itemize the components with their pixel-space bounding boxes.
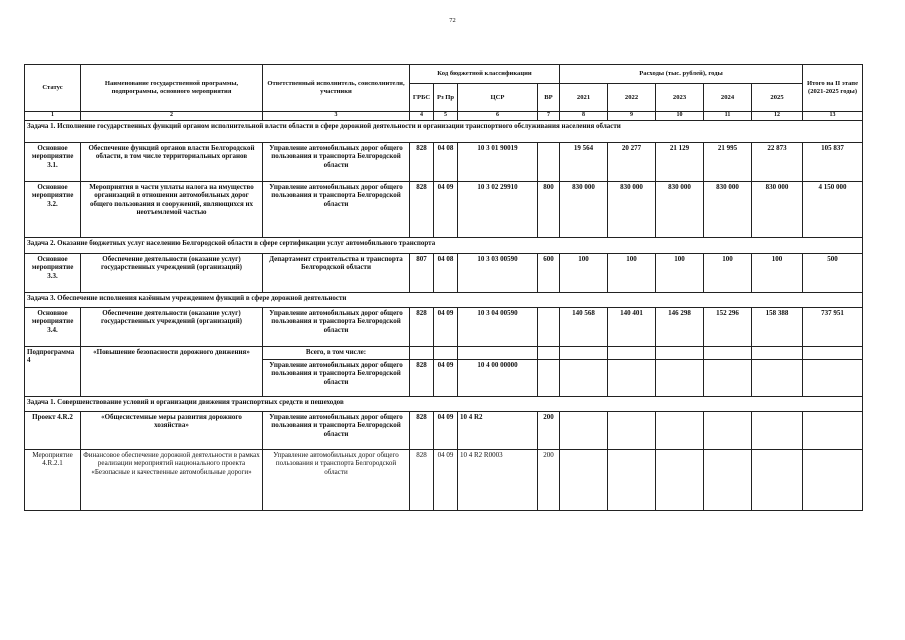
row-csr — [458, 347, 538, 360]
row-2023 — [656, 347, 704, 360]
page-number: 72 — [449, 17, 456, 24]
row-2025 — [752, 412, 803, 450]
task-title: Задача 3. Обеспечение исполнения казённым учреждением функций в сфере дорожной деятельности — [25, 293, 863, 308]
row-status: Основное мероприятие 3.1. — [25, 143, 81, 182]
row-2021: 140 568 — [560, 308, 608, 347]
row-status: Основное мероприятие 3.3. — [25, 254, 81, 293]
row-grbs: 828 — [410, 182, 434, 238]
row-2025 — [752, 450, 803, 511]
header-2025: 2025 — [752, 84, 803, 112]
row-vr: 200 — [538, 412, 560, 450]
row-name: «Общесистемные меры развития дорожного хозяйства» — [81, 412, 263, 450]
row-total — [803, 347, 863, 360]
row-2024: 100 — [704, 254, 752, 293]
row-2021: 100 — [560, 254, 608, 293]
task-row — [25, 397, 863, 412]
row-2021 — [560, 412, 608, 450]
table-row — [25, 182, 863, 238]
row-grbs: 828 — [410, 360, 434, 397]
row-2022: 100 — [608, 254, 656, 293]
row-rzpr — [434, 347, 458, 360]
row-responsible: Управление автомобильных дорог общего пользования и транспорта Белгородской области — [263, 412, 410, 450]
row-grbs: 828 — [410, 450, 434, 511]
header-expenses: Расходы (тыс. рублей), годы — [560, 65, 803, 84]
header-row-1 — [25, 65, 863, 84]
column-number: 10 — [656, 112, 704, 121]
row-total: 500 — [803, 254, 863, 293]
row-grbs: 807 — [410, 254, 434, 293]
task-row — [25, 238, 863, 254]
task-title: Задача 1. Совершенствование условий и организации движения транспортных средств и пешеходов — [25, 397, 863, 412]
row-2024 — [704, 450, 752, 511]
row-vr: 800 — [538, 182, 560, 238]
row-2025: 830 000 — [752, 182, 803, 238]
column-number: 12 — [752, 112, 803, 121]
header-status: Статус — [25, 65, 81, 112]
row-2025: 158 388 — [752, 308, 803, 347]
row-2022: 830 000 — [608, 182, 656, 238]
header-total: Итого на II этапе (2021-2025 годы) — [803, 65, 863, 112]
column-number: 3 — [263, 112, 410, 121]
row-2025: 22 873 — [752, 143, 803, 182]
row-grbs: 828 — [410, 308, 434, 347]
row-status: Основное мероприятие 3.4. — [25, 308, 81, 347]
header-rzpr: Рз Пр — [434, 84, 458, 112]
row-vr — [538, 360, 560, 397]
row-name: «Повышение безопасности дорожного движения» — [81, 347, 263, 397]
row-2022: 20 277 — [608, 143, 656, 182]
row-csr: 10 3 03 00590 — [458, 254, 538, 293]
task-title: Задача 1. Исполнение государственных функций органом исполнительной власти области в сфере дорожной деятельности и организации транспортного обслуживания населения области — [25, 121, 863, 143]
row-2021 — [560, 360, 608, 397]
row-2024 — [704, 360, 752, 397]
row-2025: 100 — [752, 254, 803, 293]
row-responsible: Управление автомобильных дорог общего пользования и транспорта Белгородской области — [263, 450, 410, 511]
column-number: 9 — [608, 112, 656, 121]
row-2023: 21 129 — [656, 143, 704, 182]
row-grbs: 828 — [410, 412, 434, 450]
row-vr — [538, 308, 560, 347]
header-2023: 2023 — [656, 84, 704, 112]
column-number-row — [25, 112, 863, 121]
row-total: 105 837 — [803, 143, 863, 182]
column-number: 6 — [458, 112, 538, 121]
row-responsible: Управление автомобильных дорог общего пользования и транспорта Белгородской области — [263, 182, 410, 238]
row-status: Основное мероприятие 3.2. — [25, 182, 81, 238]
row-csr: 10 4 R2 — [458, 412, 538, 450]
budget-table — [24, 64, 863, 511]
row-vr — [538, 347, 560, 360]
row-2023 — [656, 450, 704, 511]
row-csr: 10 3 02 29910 — [458, 182, 538, 238]
row-2024: 830 000 — [704, 182, 752, 238]
row-rzpr: 04 09 — [434, 182, 458, 238]
row-2021: 830 000 — [560, 182, 608, 238]
header-grbs: ГРБС — [410, 84, 434, 112]
row-2023 — [656, 412, 704, 450]
row-total — [803, 412, 863, 450]
row-status: Подпрограмма 4 — [25, 347, 81, 397]
table-row — [25, 254, 863, 293]
row-grbs: 828 — [410, 143, 434, 182]
header-2024: 2024 — [704, 84, 752, 112]
column-number: 4 — [410, 112, 434, 121]
table-row — [25, 143, 863, 182]
header-budget-code: Код бюджетной классификации — [410, 65, 560, 84]
row-2021: 19 564 — [560, 143, 608, 182]
table-row — [25, 412, 863, 450]
column-number: 7 — [538, 112, 560, 121]
row-2025 — [752, 360, 803, 397]
row-responsible: Управление автомобильных дорог общего пользования и транспорта Белгородской области — [263, 143, 410, 182]
row-total: 737 951 — [803, 308, 863, 347]
row-vr: 600 — [538, 254, 560, 293]
table-row — [25, 450, 863, 511]
row-2024: 21 995 — [704, 143, 752, 182]
row-csr: 10 4 R2 R0003 — [458, 450, 538, 511]
row-2023: 146 298 — [656, 308, 704, 347]
row-rzpr: 04 09 — [434, 450, 458, 511]
header-name: Наименование государственной программы, подпрограммы, основного мероприятия — [81, 65, 263, 112]
row-name: Обеспечение функций органов власти Белгородской области, в том числе территориальных органов — [81, 143, 263, 182]
row-rzpr: 04 08 — [434, 143, 458, 182]
row-total — [803, 360, 863, 397]
row-name: Мероприятия в части уплаты налога на имущество организаций в отношении автомобильных дорог общего пользования и сооружений, являющихся их неотъемлемой частью — [81, 182, 263, 238]
header-2021: 2021 — [560, 84, 608, 112]
row-status: Мероприятие 4.R.2.1 — [25, 450, 81, 511]
row-rzpr: 04 08 — [434, 254, 458, 293]
row-csr: 10 4 00 00000 — [458, 360, 538, 397]
row-2022: 140 401 — [608, 308, 656, 347]
row-rzpr: 04 09 — [434, 412, 458, 450]
table-row — [25, 308, 863, 347]
column-number: 13 — [803, 112, 863, 121]
row-csr: 10 3 01 90019 — [458, 143, 538, 182]
column-number: 1 — [25, 112, 81, 121]
row-name: Обеспечение деятельности (оказание услуг) государственных учреждений (организаций) — [81, 308, 263, 347]
header-responsible: Ответственный исполнитель, соисполнители, участники — [263, 65, 410, 112]
row-2022 — [608, 450, 656, 511]
row-csr: 10 3 04 00590 — [458, 308, 538, 347]
row-2022 — [608, 347, 656, 360]
row-2022 — [608, 360, 656, 397]
task-row — [25, 293, 863, 308]
row-2022 — [608, 412, 656, 450]
row-total — [803, 450, 863, 511]
row-name: Финансовое обеспечение дорожной деятельности в рамках реализации мероприятий национального проекта «Безопасные и качественные автомобильные дороги» — [81, 450, 263, 511]
task-row — [25, 121, 863, 143]
row-total: 4 150 000 — [803, 182, 863, 238]
column-number: 5 — [434, 112, 458, 121]
row-2021 — [560, 347, 608, 360]
row-2021 — [560, 450, 608, 511]
row-name: Обеспечение деятельности (оказание услуг) государственных учреждений (организаций) — [81, 254, 263, 293]
row-2023 — [656, 360, 704, 397]
row-2024: 152 296 — [704, 308, 752, 347]
table-row — [25, 347, 863, 360]
header-csr: ЦСР — [458, 84, 538, 112]
header-vr: ВР — [538, 84, 560, 112]
row-rzpr: 04 09 — [434, 360, 458, 397]
row-responsible: Департамент строительства и транспорта Белгородской области — [263, 254, 410, 293]
task-title: Задача 2. Оказание бюджетных услуг населению Белгородской области в сфере сертификации услуг автомобильного транспорта — [25, 238, 863, 254]
column-number: 8 — [560, 112, 608, 121]
header-2022: 2022 — [608, 84, 656, 112]
row-grbs — [410, 347, 434, 360]
row-responsible-total: Всего, в том числе: — [263, 347, 410, 360]
row-2023: 830 000 — [656, 182, 704, 238]
row-rzpr: 04 09 — [434, 308, 458, 347]
row-responsible: Управление автомобильных дорог общего пользования и транспорта Белгородской области — [263, 360, 410, 397]
row-2024 — [704, 412, 752, 450]
row-responsible: Управление автомобильных дорог общего пользования и транспорта Белгородской области — [263, 308, 410, 347]
row-vr — [538, 143, 560, 182]
row-2024 — [704, 347, 752, 360]
column-number: 2 — [81, 112, 263, 121]
row-2023: 100 — [656, 254, 704, 293]
column-number: 11 — [704, 112, 752, 121]
row-2025 — [752, 347, 803, 360]
row-vr: 200 — [538, 450, 560, 511]
row-status: Проект 4.R.2 — [25, 412, 81, 450]
